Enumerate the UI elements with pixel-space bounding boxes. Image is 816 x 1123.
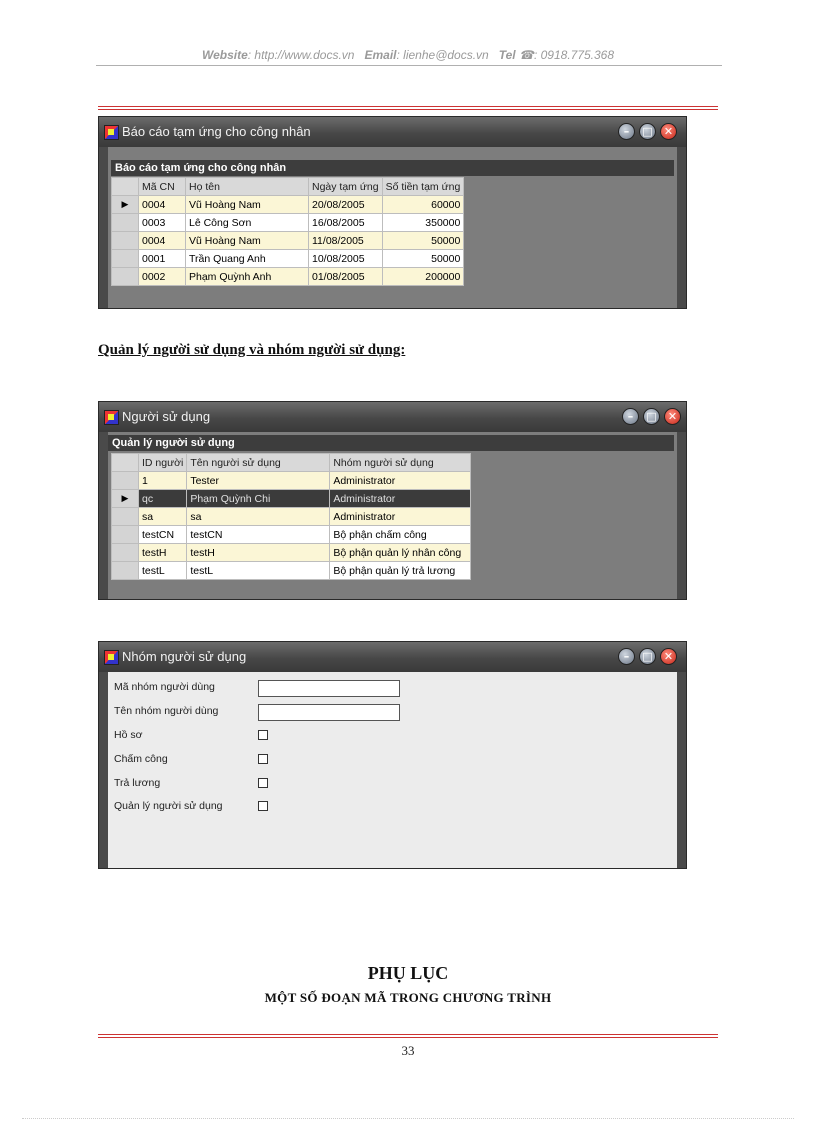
table-cell[interactable]: Bộ phận chấm công: [330, 526, 471, 544]
payroll-label: Trả lương: [114, 777, 161, 789]
profile-label: Hồ sơ: [114, 729, 143, 741]
table-cell[interactable]: qc: [139, 490, 187, 508]
table-cell[interactable]: sa: [187, 508, 330, 526]
grid-caption: Quản lý người sử dụng: [108, 435, 674, 451]
profile-checkbox[interactable]: [258, 730, 268, 740]
grid-header-row: [112, 178, 464, 196]
window-title: Nhóm người sử dụng: [122, 649, 247, 664]
table-cell[interactable]: Lê Công Sơn: [186, 214, 309, 232]
table-row[interactable]: [112, 268, 464, 286]
column-header[interactable]: Họ tên: [186, 178, 309, 196]
table-cell[interactable]: Vũ Hoàng Nam: [186, 232, 309, 250]
table-cell[interactable]: Administrator: [330, 472, 471, 490]
maximize-button[interactable]: [639, 123, 656, 140]
table-cell[interactable]: Trần Quang Anh: [186, 250, 309, 268]
table-cell[interactable]: 0004: [139, 232, 186, 250]
table-cell[interactable]: Administrator: [330, 490, 471, 508]
table-cell[interactable]: Tester: [187, 472, 330, 490]
window-titlebar[interactable]: [99, 402, 686, 432]
table-cell[interactable]: testL: [139, 562, 187, 580]
table-row[interactable]: [112, 562, 471, 580]
table-cell[interactable]: 0004: [139, 196, 186, 214]
row-indicator[interactable]: [112, 508, 139, 526]
table-cell[interactable]: Phạm Quỳnh Chi: [187, 490, 330, 508]
table-cell[interactable]: 16/08/2005: [309, 214, 383, 232]
maximize-icon: □: [646, 410, 657, 423]
table-cell[interactable]: 0002: [139, 268, 186, 286]
table-cell[interactable]: 1: [139, 472, 187, 490]
window-title: Báo cáo tạm ứng cho công nhân: [122, 124, 311, 139]
row-indicator[interactable]: ▶: [112, 196, 139, 214]
timekeeping-label: Chấm công: [114, 753, 168, 765]
group-form: [108, 672, 677, 868]
table-cell[interactable]: 20/08/2005: [309, 196, 383, 214]
window-titlebar[interactable]: [99, 642, 686, 672]
section-heading: Quản lý người sử dụng và nhóm người sử dụng:: [98, 342, 406, 358]
column-header[interactable]: ID người: [139, 454, 187, 472]
maximize-button[interactable]: [639, 648, 656, 665]
close-button[interactable]: [664, 408, 681, 425]
grid-header-row: [112, 454, 471, 472]
table-cell[interactable]: testL: [187, 562, 330, 580]
bottom-red-rule: [98, 1034, 718, 1038]
table-row[interactable]: [112, 526, 471, 544]
table-row[interactable]: [112, 214, 464, 232]
row-indicator[interactable]: [112, 250, 139, 268]
table-cell[interactable]: 10/08/2005: [309, 250, 383, 268]
appendix-title: PHỤ LỤC: [367, 963, 449, 983]
tel-value: : 0918.775.368: [533, 48, 615, 62]
column-header[interactable]: Mã CN: [139, 178, 186, 196]
row-indicator[interactable]: [112, 472, 139, 490]
users-grid[interactable]: [111, 453, 471, 580]
column-header[interactable]: Số tiền tạm ứng: [382, 178, 464, 196]
table-cell[interactable]: Administrator: [330, 508, 471, 526]
row-indicator[interactable]: [112, 232, 139, 250]
table-row[interactable]: [112, 544, 471, 562]
table-cell[interactable]: 11/08/2005: [309, 232, 383, 250]
maximize-icon: □: [642, 650, 653, 663]
table-row[interactable]: [112, 232, 464, 250]
user-group-window: [98, 641, 687, 869]
table-cell[interactable]: 350000: [382, 214, 464, 232]
row-indicator[interactable]: ▶: [112, 490, 139, 508]
table-cell[interactable]: 50000: [382, 250, 464, 268]
row-indicator[interactable]: [112, 214, 139, 232]
table-cell[interactable]: testCN: [187, 526, 330, 544]
column-header[interactable]: Tên người sử dụng: [187, 454, 330, 472]
table-cell[interactable]: 60000: [382, 196, 464, 214]
table-row[interactable]: [112, 250, 464, 268]
window-client: [108, 147, 677, 308]
minimize-icon: –: [623, 125, 630, 138]
grid-caption: Báo cáo tạm ứng cho công nhân: [111, 160, 674, 176]
group-id-input[interactable]: [258, 680, 400, 697]
table-row[interactable]: [112, 196, 464, 214]
user-mgmt-checkbox[interactable]: [258, 801, 268, 811]
column-header[interactable]: Ngày tạm ứng: [309, 178, 383, 196]
website-label: Website: [201, 48, 248, 62]
maximize-button[interactable]: [643, 408, 660, 425]
row-indicator[interactable]: [112, 562, 139, 580]
row-indicator[interactable]: [112, 544, 139, 562]
email-label: Email: [364, 48, 397, 62]
close-button[interactable]: [660, 123, 677, 140]
table-cell[interactable]: 01/08/2005: [309, 268, 383, 286]
table-cell[interactable]: testH: [187, 544, 330, 562]
phone-icon: ☎: [519, 48, 534, 62]
users-window: [98, 401, 687, 600]
window-title: Người sử dụng: [122, 409, 211, 424]
minimize-button[interactable]: [618, 648, 635, 665]
table-cell[interactable]: testH: [139, 544, 187, 562]
table-row[interactable]: [112, 472, 471, 490]
table-cell[interactable]: testCN: [139, 526, 187, 544]
close-icon: ✕: [667, 410, 678, 423]
column-header[interactable]: Nhóm người sử dụng: [330, 454, 471, 472]
table-cell[interactable]: 200000: [382, 268, 464, 286]
group-name-input[interactable]: [258, 704, 400, 721]
table-cell[interactable]: Vũ Hoàng Nam: [186, 196, 309, 214]
minimize-icon: –: [623, 650, 630, 663]
row-header-corner: [112, 454, 139, 472]
close-icon: ✕: [663, 650, 674, 663]
table-row-selected[interactable]: [112, 490, 471, 508]
app-icon: [104, 410, 119, 425]
app-icon: [104, 650, 119, 665]
table-cell[interactable]: 0001: [139, 250, 186, 268]
table-cell[interactable]: Bộ phận quản lý nhân công: [330, 544, 471, 562]
table-cell[interactable]: sa: [139, 508, 187, 526]
tel-label: Tel: [498, 48, 516, 62]
row-header-corner: [112, 178, 139, 196]
close-icon: ✕: [663, 125, 674, 138]
payroll-checkbox[interactable]: [258, 778, 268, 788]
row-indicator[interactable]: [112, 268, 139, 286]
minimize-button[interactable]: [618, 123, 635, 140]
table-cell[interactable]: Bộ phận quản lý trả lương: [330, 562, 471, 580]
close-button[interactable]: [660, 648, 677, 665]
window-titlebar[interactable]: [99, 117, 686, 147]
top-red-rule: [98, 106, 718, 110]
table-cell[interactable]: 0003: [139, 214, 186, 232]
header-divider: [96, 65, 722, 66]
app-icon: [104, 125, 119, 140]
email-value: : lienhe@docs.vn: [396, 48, 489, 62]
advance-grid[interactable]: [111, 177, 464, 286]
window-client: [108, 432, 677, 599]
table-cell[interactable]: Phạm Quỳnh Anh: [186, 268, 309, 286]
website-value: : http://www.docs.vn: [247, 48, 355, 62]
timekeeping-checkbox[interactable]: [258, 754, 268, 764]
table-row[interactable]: [112, 508, 471, 526]
appendix-subtitle: MỘT SỐ ĐOẠN MÃ TRONG CHƯƠNG TRÌNH: [264, 990, 552, 1005]
maximize-icon: □: [642, 125, 653, 138]
page-bottom-edge: [22, 1118, 794, 1119]
group-name-label: Tên nhóm người dùng: [114, 705, 219, 717]
table-cell[interactable]: 50000: [382, 232, 464, 250]
advance-report-window: [98, 116, 687, 309]
page-header: [0, 48, 816, 62]
page-number: 33: [401, 1043, 415, 1058]
group-id-label: Mã nhóm người dùng: [114, 681, 215, 693]
minimize-button[interactable]: [622, 408, 639, 425]
user-mgmt-label: Quản lý người sử dụng: [114, 800, 223, 812]
row-indicator[interactable]: [112, 526, 139, 544]
minimize-icon: –: [627, 410, 634, 423]
